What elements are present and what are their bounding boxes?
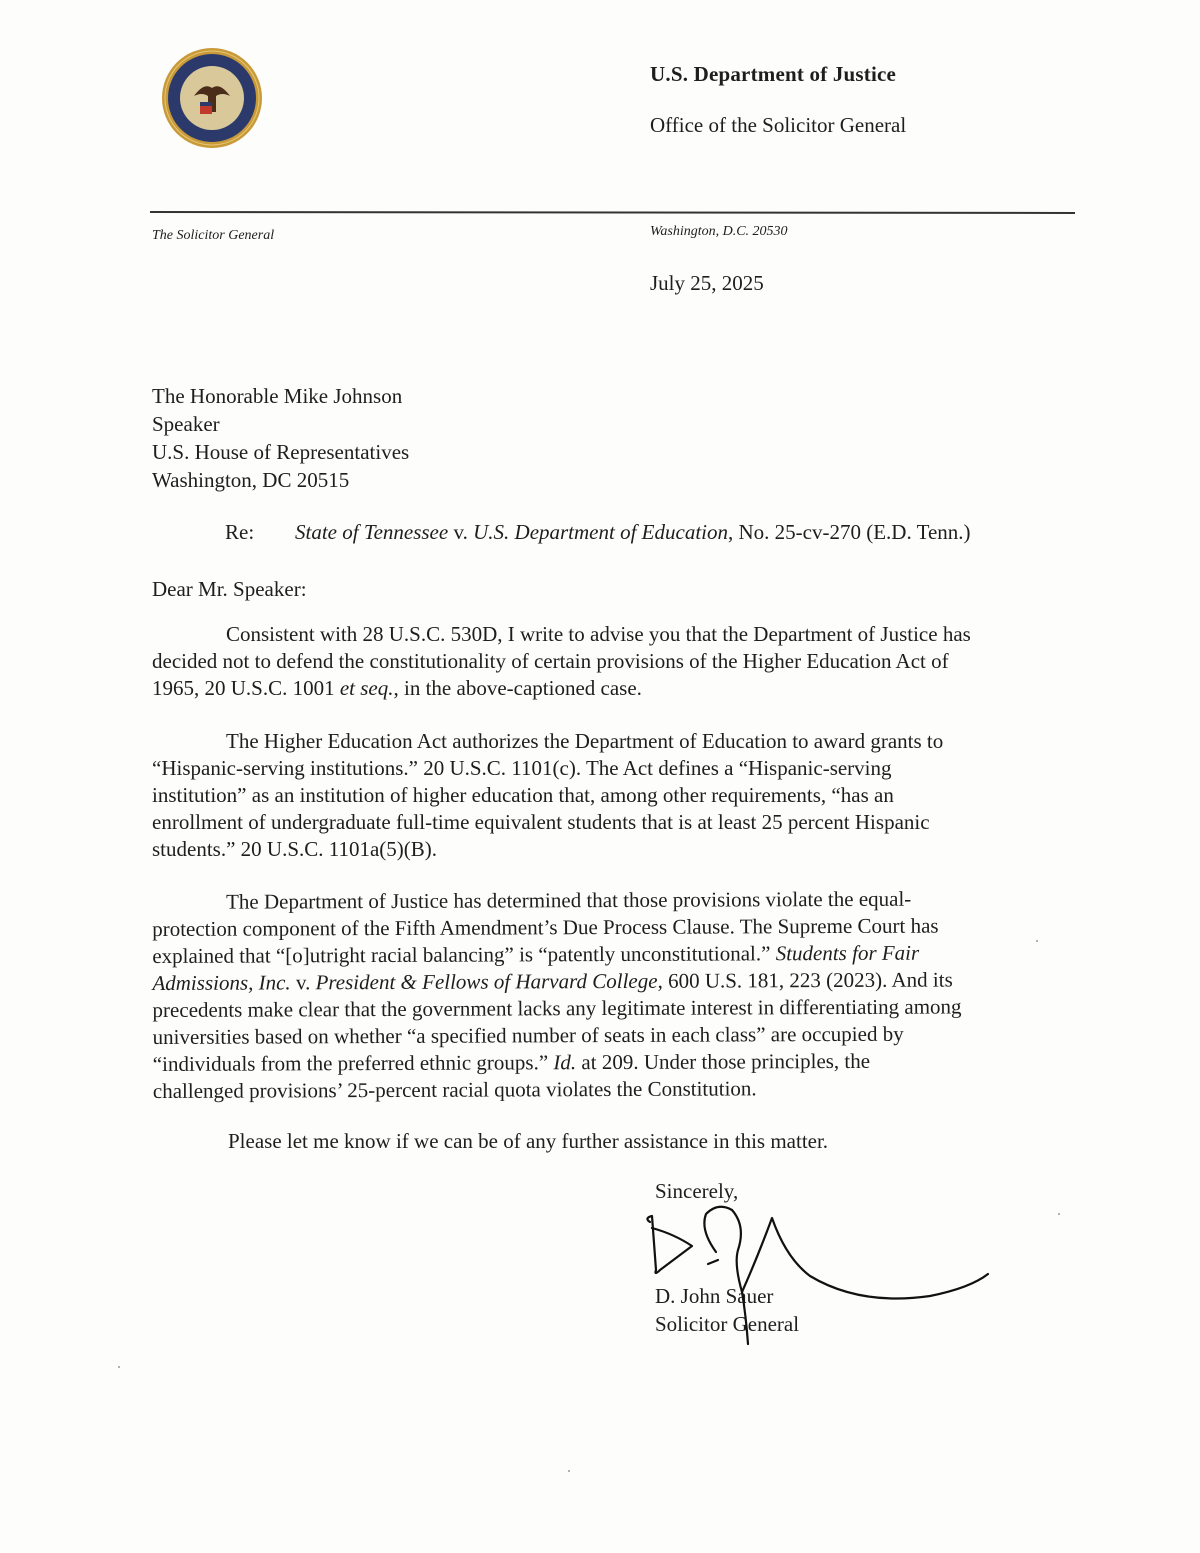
signer-name: D. John Sauer (655, 1284, 774, 1308)
recipient-address (152, 382, 409, 494)
recipient-title: Speaker (152, 412, 220, 436)
paragraph-2: The Higher Education Act authorizes the Department of Education to award grants to “Hispanic-serving institutions.” 20 U.S.C. 1101(c). The Act defines a “Hispanic-serving institution” as an institution of higher education that, among other requirements, “has an enrollment of undergraduate full-time equivalent students that is at least 25 percent Hispanic students.” 20 U.S.C. 1101a(5)(B). (152, 729, 944, 861)
recipient-organization: U.S. House of Representatives (152, 440, 410, 464)
department-name: U.S. Department of Justice (650, 62, 897, 86)
re-party-2: U.S. Department of Education (473, 520, 728, 544)
office-name: Office of the Solicitor General (650, 113, 907, 137)
salutation: Dear Mr. Speaker: (152, 577, 307, 601)
letterhead-divider (150, 211, 1075, 214)
closing-sentence: Please let me know if we can be of any further assistance in this matter. (228, 1129, 829, 1153)
paragraph-3: The Department of Justice has determined that those provisions violate the equal- protection component of the Fifth Amendment’s Due Process Clause. The Supreme Court has explained that “[o]utright racial balancing” is “patently unconstitutional.” Students for Fair Admissions, Inc. v. President & Fellows of Harvard College, 600 U.S. 181, 223 (2023). And its precedents make clear that the government lacks any legitimate interest in differentiating among universities based on whether “a specified number of seats in each class” are occupied by “individuals from the preferred ethnic groups.” Id. at 209. Under those principles, the challenged provisions’ 25-percent racial quota violates the Constitution. (152, 886, 962, 1103)
letter-date: July 25, 2025 (650, 271, 764, 295)
paragraph-1: Consistent with 28 U.S.C. 530D, I write to advise you that the Department of Justice has decided not to defend the constitutionality of certain provisions of the Higher Education Act of 1965, 20 U.S.C. 1001 et seq., in the above-captioned case. (152, 622, 971, 700)
office-location: Washington, D.C. 20530 (650, 224, 788, 239)
valediction: Sincerely, (655, 1179, 739, 1203)
re-docket: , No. 25-cv-270 (E.D. Tenn.) (728, 520, 971, 544)
recipient-name: The Honorable Mike Johnson (152, 384, 403, 408)
recipient-city: Washington, DC 20515 (152, 468, 350, 492)
re-label: Re: (225, 520, 255, 544)
doj-seal-icon (160, 46, 264, 150)
re-party-1: State of Tennessee (295, 520, 449, 544)
from-title: The Solicitor General (152, 228, 275, 243)
re-line: Re: State of Tennessee v. U.S. Department of Education, No. 25-cv-270 (E.D. Tenn.) (225, 520, 971, 544)
signer-title: Solicitor General (655, 1312, 800, 1336)
handwritten-signature (630, 1200, 1000, 1360)
